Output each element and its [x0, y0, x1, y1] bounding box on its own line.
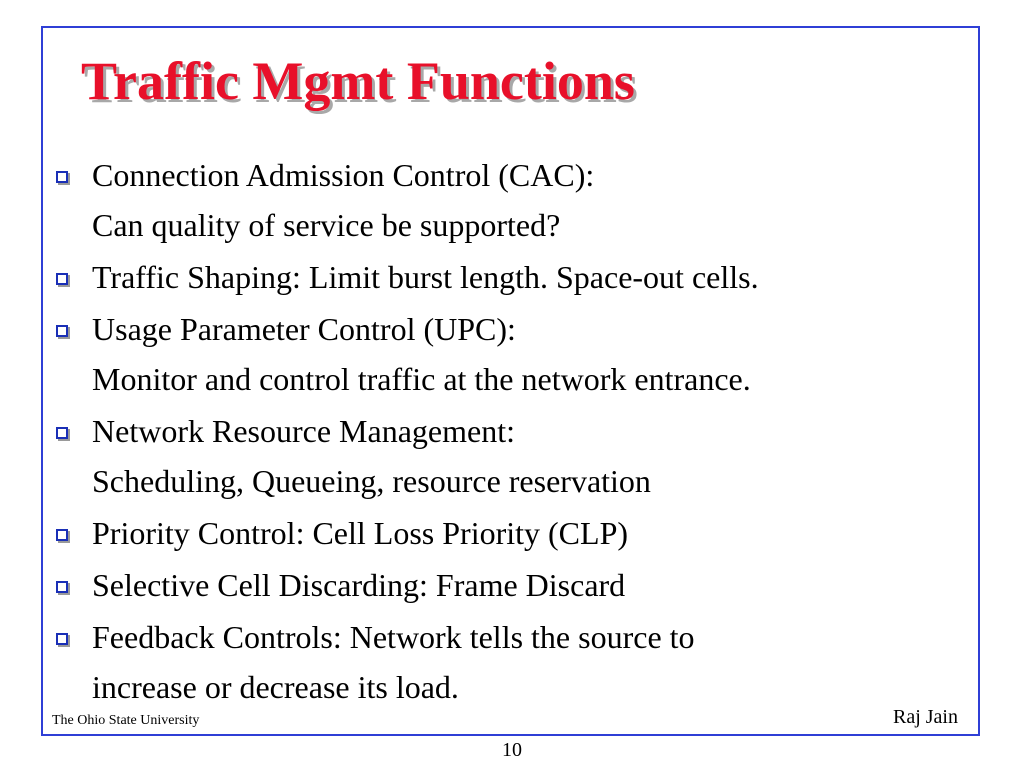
hollow-square-bullet-icon	[56, 633, 68, 645]
footer-institution: The Ohio State University	[52, 713, 200, 728]
bullet-item	[54, 252, 954, 302]
bullet-list	[54, 150, 954, 714]
slide-title: Traffic Mgmt Functions	[81, 51, 635, 111]
bullet-line: Priority Control: Cell Loss Priority (CLP)	[92, 515, 629, 551]
footer-author: Raj Jain	[893, 706, 958, 728]
page-number: 10	[502, 739, 522, 761]
bullet-line: Selective Cell Discarding: Frame Discard	[92, 567, 626, 603]
bullet-line: increase or decrease its load.	[92, 669, 459, 705]
hollow-square-bullet-icon	[56, 325, 68, 337]
bullet-line: Network Resource Management:	[92, 413, 515, 449]
hollow-square-bullet-icon	[56, 273, 68, 285]
bullet-line: Usage Parameter Control (UPC):	[92, 311, 516, 347]
bullet-line: Feedback Controls: Network tells the source to	[92, 619, 695, 655]
hollow-square-bullet-icon	[56, 427, 68, 439]
bullet-item	[54, 406, 954, 506]
bullet-item	[54, 150, 954, 250]
bullet-item	[54, 304, 954, 404]
hollow-square-bullet-icon	[56, 581, 68, 593]
bullet-line: Traffic Shaping: Limit burst length. Space-out cells.	[92, 259, 759, 295]
bullet-line: Can quality of service be supported?	[92, 207, 561, 243]
bullet-item	[54, 560, 954, 610]
bullet-line: Monitor and control traffic at the network entrance.	[92, 361, 751, 397]
bullet-item	[54, 612, 954, 712]
bullet-line: Connection Admission Control (CAC):	[92, 157, 595, 193]
hollow-square-bullet-icon	[56, 529, 68, 541]
bullet-line: Scheduling, Queueing, resource reservation	[92, 463, 651, 499]
bullet-item	[54, 508, 954, 558]
hollow-square-bullet-icon	[56, 171, 68, 183]
